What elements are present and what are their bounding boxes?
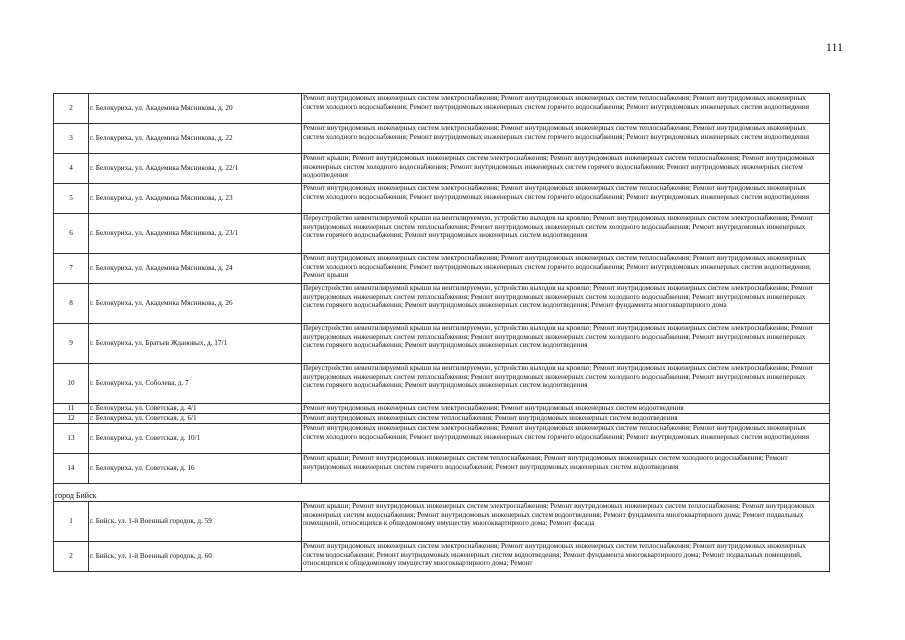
row-works: Переустройство невентилируемой крыши на вентилируемую, устройство выходов на кровлю; Ремонт внутридомовых инженерных систем электроснабжения; Ремонт внутридомовых инженерных систем теплоснабжения; Ремонт внутридомовых инженерных систем холодного водоснабжения; Ремонт внутридомовых инженерных систем горячего водоснабжения; Ремонт внутридомовых инженерных систем водоотведения — [302, 324, 830, 364]
row-number: 14 — [54, 454, 89, 484]
row-address: г. Бийск, ул. 1-й Военный городок, д. 59 — [89, 502, 302, 542]
table-row — [54, 424, 830, 454]
table-row — [54, 542, 830, 572]
row-address: г. Белокуриха, ул. Советская, д. 4/1 — [89, 404, 302, 414]
row-works: Ремонт внутридомовых инженерных систем электроснабжения; Ремонт внутридомовых инженерных систем водоотведения — [302, 404, 830, 414]
row-works: Ремонт внутридомовых инженерных систем электроснабжения; Ремонт внутридомовых инженерных систем теплоснабжения; Ремонт внутридомовых инженерных систем холодного водоснабжения; Ремонт внутридомовых инженерных систем горячего водоснабжения; Ремонт внутридомовых инженерных систем водоотведения — [302, 124, 830, 154]
row-works: Переустройство невентилируемой крыши на вентилируемую, устройство выходов на кровлю; Ремонт внутридомовых инженерных систем электроснабжения; Ремонт внутридомовых инженерных систем теплоснабжения; Ремонт внутридомовых инженерных систем холодного водоснабжения; Ремонт внутридомовых инженерных систем горячего водоснабжения; Ремонт внутридомовых инженерных систем водоотведения — [302, 364, 830, 404]
row-number: 10 — [54, 364, 89, 404]
table-row — [54, 184, 830, 214]
row-works: Ремонт внутридомовых инженерных систем электроснабжения; Ремонт внутридомовых инженерных систем теплоснабжения; Ремонт внутридомовых инженерных систем холодного водоснабжения; Ремонт внутридомовых инженерных систем горячего водоснабжения; Ремонт внутридомовых инженерных систем водоотведения — [302, 424, 830, 454]
table-row — [54, 124, 830, 154]
row-works: Ремонт внутридомовых инженерных систем электроснабжения; Ремонт внутридомовых инженерных систем теплоснабжения; Ремонт внутридомовых инженерных систем холодного водоснабжения; Ремонт внутридомовых инженерных систем горячего водоснабжения; Ремонт внутридомовых инженерных систем водоотведения — [302, 94, 830, 124]
row-address: г. Белокуриха, ул. Советская, д. 6/1 — [89, 414, 302, 424]
row-number: 2 — [54, 94, 89, 124]
row-number: 3 — [54, 124, 89, 154]
table-row — [54, 324, 830, 364]
row-works: Ремонт крыши; Ремонт внутридомовых инженерных систем электроснабжения; Ремонт внутридомовых инженерных систем теплоснабжения; Ремонт внутридомовых инженерных систем холодного водоснабжения; Ремонт внутридомовых инженерных систем горячего водоснабжения; Ремонт внутридомовых инженерных систем водоотведения — [302, 154, 830, 184]
table-row — [54, 154, 830, 184]
row-address: г. Белокуриха, ул. Академика Мясникова, д. 23 — [89, 184, 302, 214]
table-row — [54, 404, 830, 414]
row-works: Ремонт внутридомовых инженерных систем электроснабжения; Ремонт внутридомовых инженерных систем теплоснабжения; Ремонт внутридомовых инженерных систем водоснабжения; Ремонт внутридомовых инженерных систем водоотведения; Ремонт фундамента многоквартирного дома; Ремонт подвальных помещений, относящихся к общедомовому имуществу многоквартирного дома; Ремонт — [302, 542, 830, 572]
row-number: 11 — [54, 404, 89, 414]
row-number: 9 — [54, 324, 89, 364]
row-works: Ремонт крыши; Ремонт внутридомовых инженерных систем электроснабжения; Ремонт внутридомовых инженерных систем теплоснабжения; Ремонт внутридомовых инженерных систем водоснабжения; Ремонт внутридомовых инженерных систем водоотведения; Ремонт фундамента многоквартирного дома; Ремонт подвальных помещений, относящихся к общедомовому имуществу многоквартирного дома; Ремонт фасада — [302, 502, 830, 542]
row-works: Ремонт внутридомовых инженерных систем теплоснабжения; Ремонт внутридомовых инженерных систем водоотведения — [302, 414, 830, 424]
row-works: Ремонт крыши; Ремонт внутридомовых инженерных систем теплоснабжения; Ремонт внутридомовых инженерных систем холодного водоснабжения; Ремонт внутридомовых инженерных систем горячего водоснабжения; Ремонт внутридомовых инженерных систем водоотведения — [302, 454, 830, 484]
row-number: 6 — [54, 214, 89, 254]
row-number: 12 — [54, 414, 89, 424]
row-works: Ремонт внутридомовых инженерных систем электроснабжения; Ремонт внутридомовых инженерных систем теплоснабжения; Ремонт внутридомовых инженерных систем холодного водоснабжения; Ремонт внутридомовых инженерных систем горячего водоснабжения; Ремонт внутридомовых инженерных систем водоотведения — [302, 184, 830, 214]
table-row — [54, 414, 830, 424]
row-number: 13 — [54, 424, 89, 454]
row-address: г. Белокуриха, ул. Советская, д. 10/1 — [89, 424, 302, 454]
table-row — [54, 454, 830, 484]
row-address: г. Белокуриха, ул. Советская, д. 16 — [89, 454, 302, 484]
row-works: Ремонт внутридомовых инженерных систем электроснабжения; Ремонт внутридомовых инженерных систем теплоснабжения; Ремонт внутридомовых инженерных систем холодного водоснабжения; Ремонт внутридомовых инженерных систем горячего водоснабжения; Ремонт внутридомовых инженерных систем водоотведения; Ремонт крыши — [302, 254, 830, 284]
row-works: Переустройство невентилируемой крыши на вентилируемую, устройство выходов на кровлю; Ремонт внутридомовых инженерных систем электроснабжения; Ремонт внутридомовых инженерных систем теплоснабжения; Ремонт внутридомовых инженерных систем холодного водоснабжения; Ремонт внутридомовых инженерных систем горячего водоснабжения; Ремонт внутридомовых инженерных систем водоотведения — [302, 214, 830, 254]
row-number: 1 — [54, 502, 89, 542]
row-number: 5 — [54, 184, 89, 214]
works-table — [53, 93, 830, 572]
row-address: г. Белокуриха, ул. Академика Мясникова, д. 22/1 — [89, 154, 302, 184]
table-row — [54, 94, 830, 124]
row-address: г. Белокуриха, ул. Академика Мясникова, д. 23/1 — [89, 214, 302, 254]
table-row — [54, 254, 830, 284]
table-row — [54, 502, 830, 542]
row-works: Переустройство невентилируемой крыши на вентилируемую, устройство выходов на кровлю; Ремонт внутридомовых инженерных систем электроснабжения; Ремонт внутридомовых инженерных систем теплоснабжения; Ремонт внутридомовых инженерных систем холодного водоснабжения; Ремонт внутридомовых инженерных систем горячего водоснабжения; Ремонт внутридомовых инженерных систем водоотведения; Ремонт фундамента многоквартирного дома — [302, 284, 830, 324]
row-address: г. Белокуриха, ул. Академика Мясникова, д. 26 — [89, 284, 302, 324]
row-number: 2 — [54, 542, 89, 572]
row-number: 7 — [54, 254, 89, 284]
row-number: 8 — [54, 284, 89, 324]
row-address: г. Белокуриха, ул. Братьев Ждановых, д. 17/1 — [89, 324, 302, 364]
row-address: г. Белокуриха, ул. Академика Мясникова, д. 24 — [89, 254, 302, 284]
row-address: г. Бийск, ул. 1-й Военный городок, д. 60 — [89, 542, 302, 572]
row-address: г. Белокуриха, ул. Академика Мясникова, д. 20 — [89, 94, 302, 124]
section-title: город Бийск — [54, 484, 830, 502]
table-row — [54, 214, 830, 254]
row-number: 4 — [54, 154, 89, 184]
row-address: г. Белокуриха, ул. Академика Мясникова, д. 22 — [89, 124, 302, 154]
table-row — [54, 284, 830, 324]
page-number: 111 — [825, 40, 843, 54]
table-row — [54, 364, 830, 404]
row-address: г. Белокуриха, ул. Соболева, д. 7 — [89, 364, 302, 404]
section-row — [54, 484, 830, 502]
